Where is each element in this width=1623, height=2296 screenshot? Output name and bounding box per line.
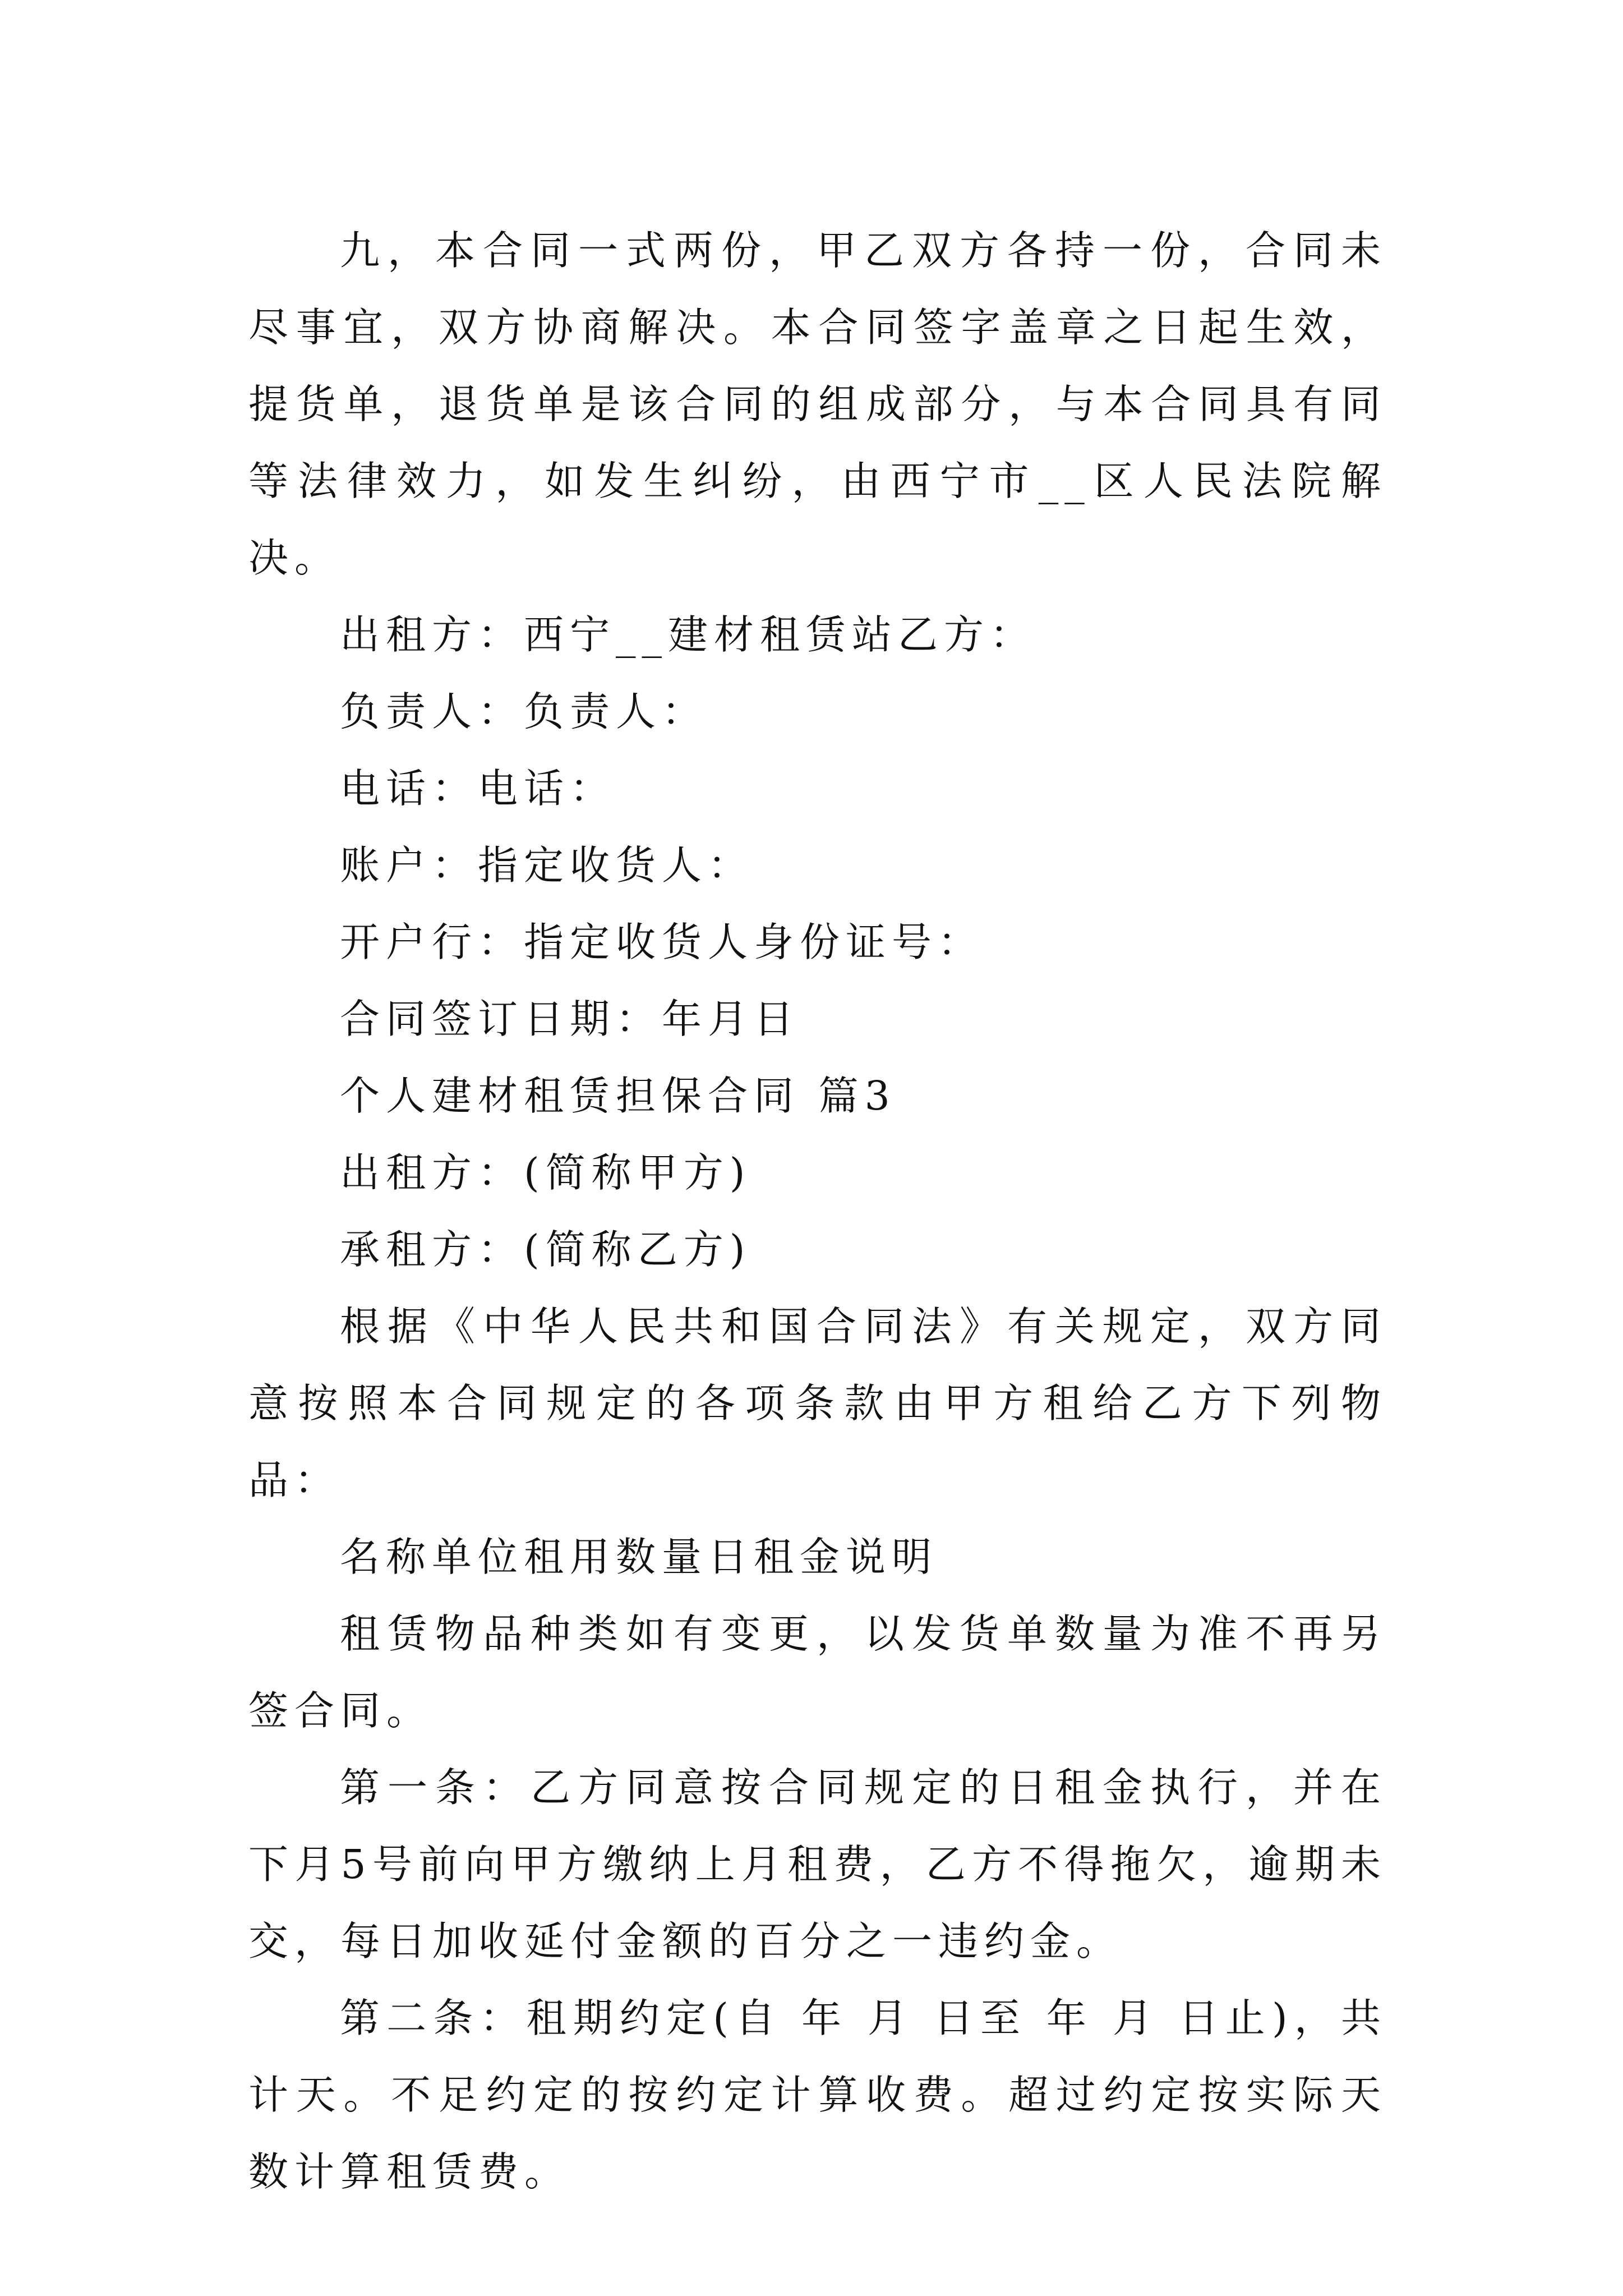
paragraph-item-columns: 名称单位租用数量日租金说明 bbox=[340, 1534, 938, 1580]
paragraph-basis: 根据《中华人民共和国合同法》有关规定，双方同意按照本合同规定的各项条款由甲方租给乙方下列物品： bbox=[248, 1303, 1387, 1503]
paragraph-phone: 电话：电话： bbox=[340, 765, 616, 812]
paragraph-party-b: 承租方：(简称乙方) bbox=[340, 1226, 751, 1273]
paragraph-responsible-person: 负责人：负责人： bbox=[340, 688, 708, 735]
paragraph-item-change: 租赁物品种类如有变更，以发货单数量为准不再另签合同。 bbox=[248, 1611, 1387, 1734]
paragraph-article-one: 第一条：乙方同意按合同规定的日租金执行，并在下月5号前向甲方缴纳上月租费，乙方不得拖欠，逾期未交，每日加收延付金额的百分之一违约金。 bbox=[248, 1764, 1387, 1964]
paragraph-clause-nine: 九，本合同一式两份，甲乙双方各持一份，合同未尽事宜，双方协商解决。本合同签字盖章之日起生效，提货单，退货单是该合同的组成部分，与本合同具有同等法律效力，如发生纠纷，由西宁市__区人民法院解决。 bbox=[248, 227, 1387, 581]
document-body bbox=[248, 212, 1387, 2210]
paragraph-article-two: 第二条：租期约定(自 年 月 日至 年 月 日止)，共计天。不足约定的按约定计算收费。超过约定按实际天数计算租赁费。 bbox=[248, 1995, 1387, 2195]
paragraph-lessor: 出租方：西宁__建材租赁站乙方： bbox=[340, 611, 1036, 658]
paragraph-sign-date: 合同签订日期：年月日 bbox=[340, 996, 800, 1042]
section-heading: 个人建材租赁担保合同 篇3 bbox=[340, 1073, 896, 1119]
paragraph-party-a: 出租方：(简称甲方) bbox=[340, 1149, 751, 1196]
paragraph-account: 账户：指定收货人： bbox=[340, 842, 754, 889]
paragraph-bank: 开户行：指定收货人身份证号： bbox=[340, 919, 984, 965]
